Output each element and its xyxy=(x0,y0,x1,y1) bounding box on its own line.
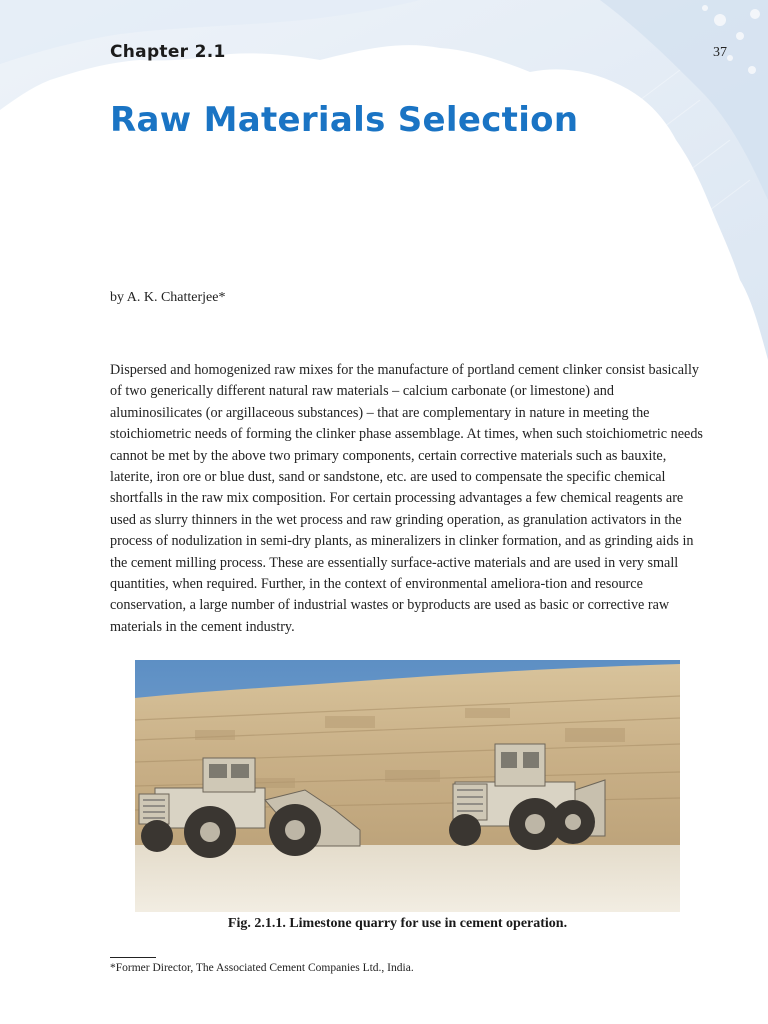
footnote-divider xyxy=(110,957,156,958)
page-number: 37 xyxy=(713,45,727,60)
figure-caption: Fig. 2.1.1. Limestone quarry for use in cement operation. xyxy=(227,916,568,931)
footnote: *Former Director, The Associated Cement Companies Ltd., India. xyxy=(110,962,414,974)
quarry-photo xyxy=(135,660,680,912)
chapter-label: Chapter 2.1 xyxy=(110,42,226,62)
body-paragraph: Dispersed and homogenized raw mixes for the manufacture of portland cement clinker consist basically of two generically different natural raw materials – calcium carbonate (or limestone) and aluminosilicates (or argillaceous substances) – that are complementary in nature in meeting the stoichiometric needs of forming the clinker phase assemblage. At times, when such stoichiometric needs cannot be met by the above two primary components, certain corrective materials such as bauxite, laterite, iron ore or blue dust, sand or sandstone, etc. are used to compensate the specific chemical shortfalls in the raw mix composition. For certain processing advantages a few chemical reagents are used as slurry thinners in the wet process and raw grinding operation, as granulation activators in the process of nodulization in semi-dry plants, as mineralizers in clinker formation, and as grinding aids in the cement milling process. These are essentially surface-active materials and are used in very small quantities, when required. Further, in the context of environmental ameliora-tion and resource conservation, a large number of industrial wastes or byproducts are used as basic or corrective raw materials in the cement industry. xyxy=(110,362,703,635)
author-line: by A. K. Chatterjee* xyxy=(110,290,226,305)
page-title: Raw Materials Selection xyxy=(110,100,579,140)
